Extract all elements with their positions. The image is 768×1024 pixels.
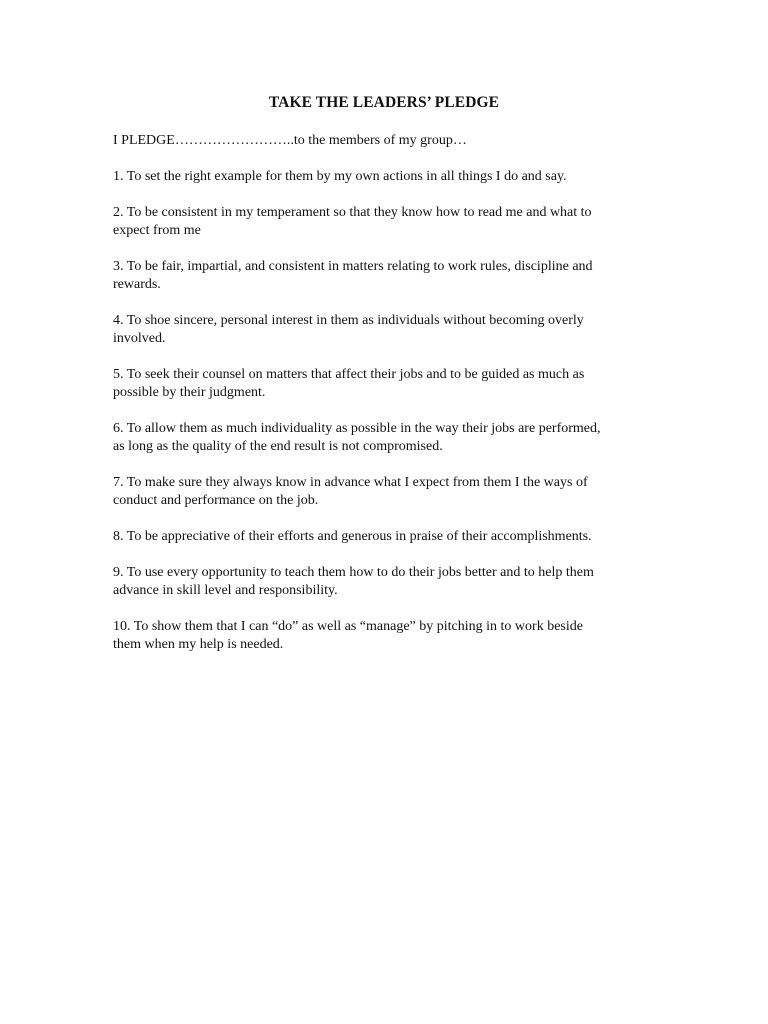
pledge-item-line: involved. (113, 331, 166, 346)
pledge-item-line: advance in skill level and responsibility. (113, 583, 338, 598)
pledge-item-2 (113, 204, 653, 240)
pledge-item-line: possible by their judgment. (113, 385, 266, 400)
pledge-item-3 (113, 258, 653, 294)
pledge-item-line: 7. To make sure they always know in advance what I expect from them I the ways of (113, 475, 588, 490)
pledge-item-line: 1. To set the right example for them by my own actions in all things I do and say. (113, 169, 567, 184)
pledge-item-1 (113, 168, 653, 186)
pledge-item-line: rewards. (113, 277, 161, 292)
pledge-item-10 (113, 618, 653, 654)
page-title: TAKE THE LEADERS’ PLEDGE (268, 94, 500, 111)
pledge-item-9 (113, 564, 653, 600)
pledge-item-line: 8. To be appreciative of their efforts and generous in praise of their accomplishments. (113, 529, 592, 544)
pledge-item-line: them when my help is needed. (113, 637, 284, 652)
pledge-item-line: as long as the quality of the end result is not compromised. (113, 439, 443, 454)
pledge-item-line: 10. To show them that I can “do” as well as “manage” by pitching in to work beside (113, 619, 583, 634)
pledge-item-line: 4. To shoe sincere, personal interest in them as individuals without becoming overly (113, 313, 584, 328)
pledge-item-line: 9. To use every opportunity to teach them how to do their jobs better and to help them (113, 565, 594, 580)
pledge-item-line: 2. To be consistent in my temperament so that they know how to read me and what to (113, 205, 592, 220)
pledge-item-7 (113, 474, 653, 510)
pledge-item-line: 3. To be fair, impartial, and consistent in matters relating to work rules, discipline and (113, 259, 593, 274)
pledge-item-line: conduct and performance on the job. (113, 493, 319, 508)
pledge-body (113, 132, 653, 672)
pledge-item-line: 5. To seek their counsel on matters that affect their jobs and to be guided as much as (113, 367, 585, 382)
pledge-item-5 (113, 366, 653, 402)
pledge-item-6 (113, 420, 653, 456)
pledge-item-4 (113, 312, 653, 348)
pledge-item-8 (113, 528, 653, 546)
pledge-item-line: 6. To allow them as much individuality as possible in the way their jobs are performed, (113, 421, 601, 436)
pledge-item-line: expect from me (113, 223, 201, 238)
pledge-line: I PLEDGE……………………..to the members of my group… (113, 133, 467, 148)
